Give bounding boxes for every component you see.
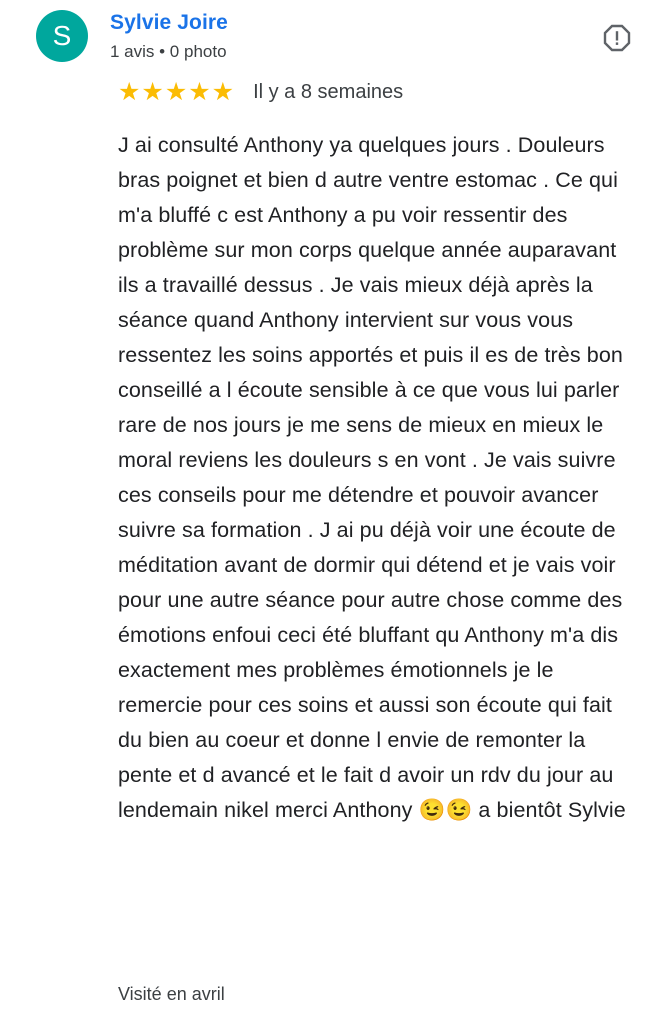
reviewer-info (110, 8, 597, 64)
avatar: S (36, 10, 88, 62)
star-rating: ★★★★★ (118, 78, 236, 106)
review-age: Il y a 8 semaines (253, 81, 404, 103)
reviewer-meta: 1 avis • 0 photo (110, 42, 227, 61)
visit-note: Visité en avril (118, 984, 225, 1004)
reviewer-name[interactable]: Sylvie Joire (110, 11, 228, 34)
report-icon[interactable] (597, 18, 637, 58)
review-header (0, 0, 661, 64)
rating-row (0, 64, 661, 106)
review-text: J ai consulté Anthony ya quelques jours . Douleurs bras poignet et bien d autre ventre estomac . Ce qui m'a bluffé c est Anthony a pu voir ressentir des problème sur mon corps quelque année auparavant ils a travaillé dessus . Je vais mieux déjà après la séance quand Anthony intervient sur vous vous ressentez les soins apportés et puis il es de très bon conseillé a l écoute sensible à ce que vous lui parler rare de nos jours je me sens de mieux en mieux le moral reviens les douleurs s en vont . Je vais suivre ces conseils pour me détendre et pouvoir avancer suivre sa formation . J ai pu déjà voir une écoute de méditation avant de dormir qui détend et je vais voir pour une autre séance pour autre chose comme des émotions enfoui ceci été bluffant qu Anthony m'a dis exactement mes problèmes émotionnels je le remercie pour ces soins et aussi son écoute qui fait du bien au coeur et donne l envie de remonter la pente et d avancé et le fait d avoir un rdv du jour au lendemain nikel merci Anthony 😉😉 a bientôt Sylvie (118, 133, 630, 822)
